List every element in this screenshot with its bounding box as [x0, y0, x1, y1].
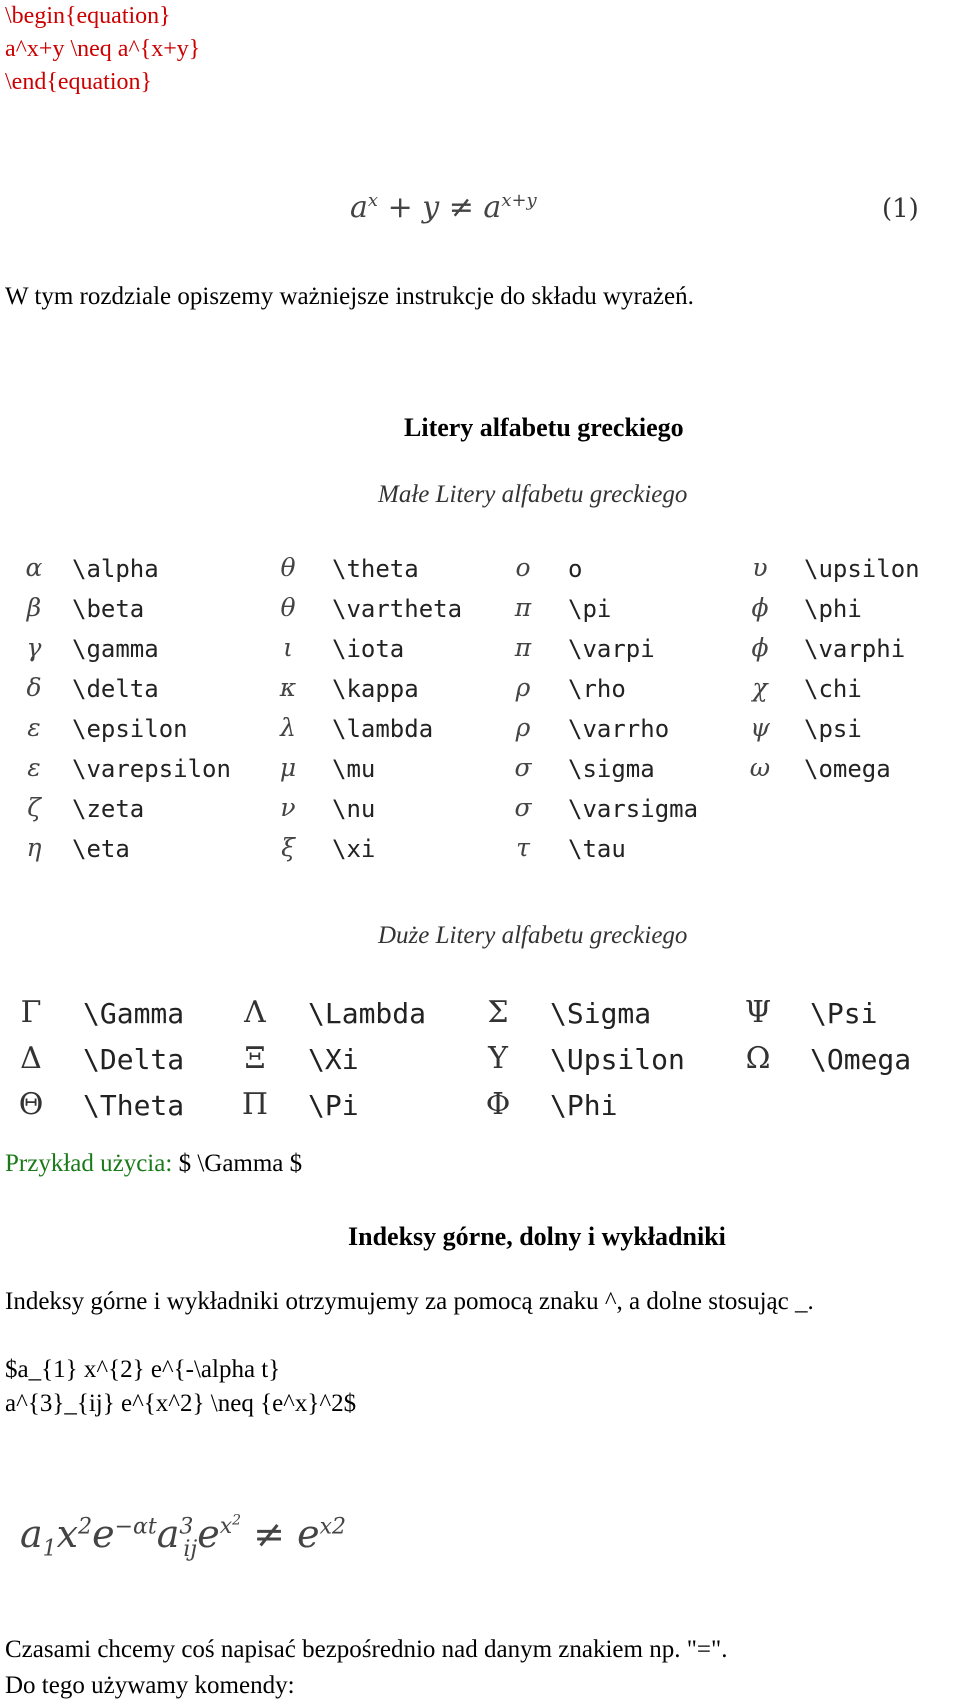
greek-lower-command: \gamma [72, 635, 159, 663]
greek-upper-symbol: Λ [244, 995, 266, 1030]
closing-line-2: Do tego używamy komendy: [5, 1672, 295, 1699]
greek-lower-command: \kappa [332, 675, 419, 703]
greek-upper-command: \Theta [83, 1089, 185, 1122]
rendered-equation-1: $a^x + y \ne a^{x+y}$ [350, 190, 537, 225]
greek-lower-command: \delta [72, 675, 159, 703]
greek-lower-symbol: μ [279, 753, 297, 782]
greek-lower-symbol: π [514, 593, 532, 622]
greek-lower-symbol: τ [516, 833, 530, 862]
greek-upper-command: \Pi [308, 1089, 359, 1122]
indices-explanation: Indeksy górne i wykładniki otrzymujemy za pomocą znaku ^, a dolne stosując _. [5, 1288, 814, 1315]
greek-lower-command: \theta [332, 555, 419, 583]
greek-lower-symbol: δ [26, 673, 42, 702]
greek-lower-symbol: ε [27, 753, 41, 782]
greek-lower-command: \sigma [568, 755, 655, 783]
greek-lower-command: \omega [804, 755, 891, 783]
greek-lower-command: \upsilon [804, 555, 920, 583]
greek-lower-symbol: ι [283, 633, 293, 662]
greek-lower-symbol: α [25, 553, 43, 582]
greek-upper-command: \Upsilon [550, 1043, 685, 1076]
greek-upper-symbol: Γ [20, 995, 42, 1030]
usage-example-label: Przykład użycia: [5, 1150, 173, 1177]
uppercase-greek-title: Duże Litery alfabetu greckiego [378, 922, 688, 949]
greek-upper-command: \Omega [810, 1043, 912, 1076]
greek-lower-symbol: ω [749, 753, 771, 782]
greek-lower-command: \rho [568, 675, 626, 703]
greek-upper-symbol: Φ [485, 1087, 511, 1122]
intro-text: W tym rozdziale opiszemy ważniejsze instrukcje do składu wyrażeń. [5, 283, 694, 310]
greek-lower-command: \zeta [72, 795, 145, 823]
equation-source-line-1: \begin{equation} [5, 3, 171, 29]
greek-upper-command: \Psi [810, 997, 878, 1030]
greek-lower-command: \beta [72, 595, 145, 623]
greek-lower-symbol: θ [280, 593, 296, 622]
greek-lower-command: \alpha [72, 555, 159, 583]
greek-lower-command: \varphi [804, 635, 906, 663]
greek-upper-command: \Xi [308, 1043, 359, 1076]
greek-lower-command: \psi [804, 715, 862, 743]
greek-lower-symbol: ϕ [751, 593, 769, 622]
greek-upper-command: \Phi [550, 1089, 618, 1122]
greek-upper-symbol: Δ [20, 1041, 42, 1076]
greek-upper-symbol: Ω [745, 1041, 771, 1076]
greek-lower-symbol: ψ [750, 713, 770, 742]
indices-code-line-2: a^{3}_{ij} e^{x^2} \neq {e^x}^2$ [5, 1390, 357, 1417]
greek-lower-symbol: σ [514, 793, 532, 822]
greek-lower-command: \mu [332, 755, 376, 783]
usage-example-code: $ \Gamma $ [178, 1150, 303, 1177]
greek-lower-symbol: η [26, 833, 42, 862]
greek-upper-symbol: Σ [487, 995, 509, 1030]
greek-lower-symbol: π [514, 633, 532, 662]
indices-code-line-1: $a_{1} x^{2} e^{-\alpha t} [5, 1356, 281, 1383]
greek-upper-symbol: Ψ [744, 995, 772, 1030]
greek-lower-command: \varrho [568, 715, 670, 743]
greek-lower-symbol: ζ [27, 793, 41, 822]
greek-lower-symbol: γ [26, 633, 42, 662]
greek-upper-symbol: Υ [488, 1041, 508, 1076]
greek-lower-symbol: χ [752, 673, 768, 702]
greek-lower-symbol: ρ [515, 673, 531, 702]
equation-source-line-3: \end{equation} [5, 69, 152, 95]
greek-lower-command: \eta [72, 835, 130, 863]
greek-lower-command: \iota [332, 635, 405, 663]
greek-lower-command: \vartheta [332, 595, 463, 623]
greek-upper-command: \Gamma [83, 997, 185, 1030]
lowercase-greek-title: Małe Litery alfabetu greckiego [378, 481, 688, 508]
greek-lower-command: \varsigma [568, 795, 699, 823]
greek-lower-command: \phi [804, 595, 862, 623]
greek-lower-symbol: ρ [515, 713, 531, 742]
greek-lower-symbol: σ [514, 753, 532, 782]
greek-lower-command: \varpi [568, 635, 655, 663]
greek-lower-command: \xi [332, 835, 376, 863]
greek-section-title: Litery alfabetu greckiego [404, 413, 684, 442]
greek-lower-command: \tau [568, 835, 626, 863]
greek-lower-command: \nu [332, 795, 376, 823]
greek-upper-command: \Sigma [550, 997, 652, 1030]
greek-lower-command: \epsilon [72, 715, 188, 743]
rendered-indices-formula: $a_1x^2e^{-\alpha t}a^3_{ij}e^{x^2} \ne e^{x2}$ [20, 1512, 346, 1562]
equation-number: (1) [882, 194, 919, 224]
greek-upper-symbol: Ξ [244, 1041, 266, 1076]
greek-upper-command: \Lambda [308, 997, 427, 1030]
greek-lower-command: \varepsilon [72, 755, 231, 783]
greek-lower-symbol: ξ [281, 833, 295, 862]
greek-lower-symbol: κ [279, 673, 297, 702]
greek-lower-symbol: θ [280, 553, 296, 582]
greek-lower-symbol: ν [280, 793, 296, 822]
closing-line-1: Czasami chcemy coś napisać bezpośrednio nad danym znakiem np. "=". [5, 1636, 728, 1663]
greek-lower-command: o [568, 555, 583, 583]
greek-lower-symbol: λ [280, 713, 296, 742]
greek-upper-symbol: Θ [18, 1087, 44, 1122]
indices-section-title: Indeksy górne, dolny i wykładniki [348, 1222, 726, 1251]
greek-upper-command: \Delta [83, 1043, 185, 1076]
greek-lower-symbol: ε [27, 713, 41, 742]
greek-lower-symbol: β [26, 593, 42, 622]
greek-lower-command: \chi [804, 675, 862, 703]
greek-lower-symbol: o [515, 553, 531, 582]
equation-source-line-2: a^x+y \neq a^{x+y} [5, 36, 201, 62]
greek-lower-symbol: υ [752, 553, 768, 582]
greek-lower-command: \lambda [332, 715, 434, 743]
usage-example [5, 1150, 302, 1178]
greek-upper-symbol: Π [241, 1087, 269, 1122]
greek-lower-command: \pi [568, 595, 612, 623]
greek-lower-symbol: ϕ [751, 633, 769, 662]
